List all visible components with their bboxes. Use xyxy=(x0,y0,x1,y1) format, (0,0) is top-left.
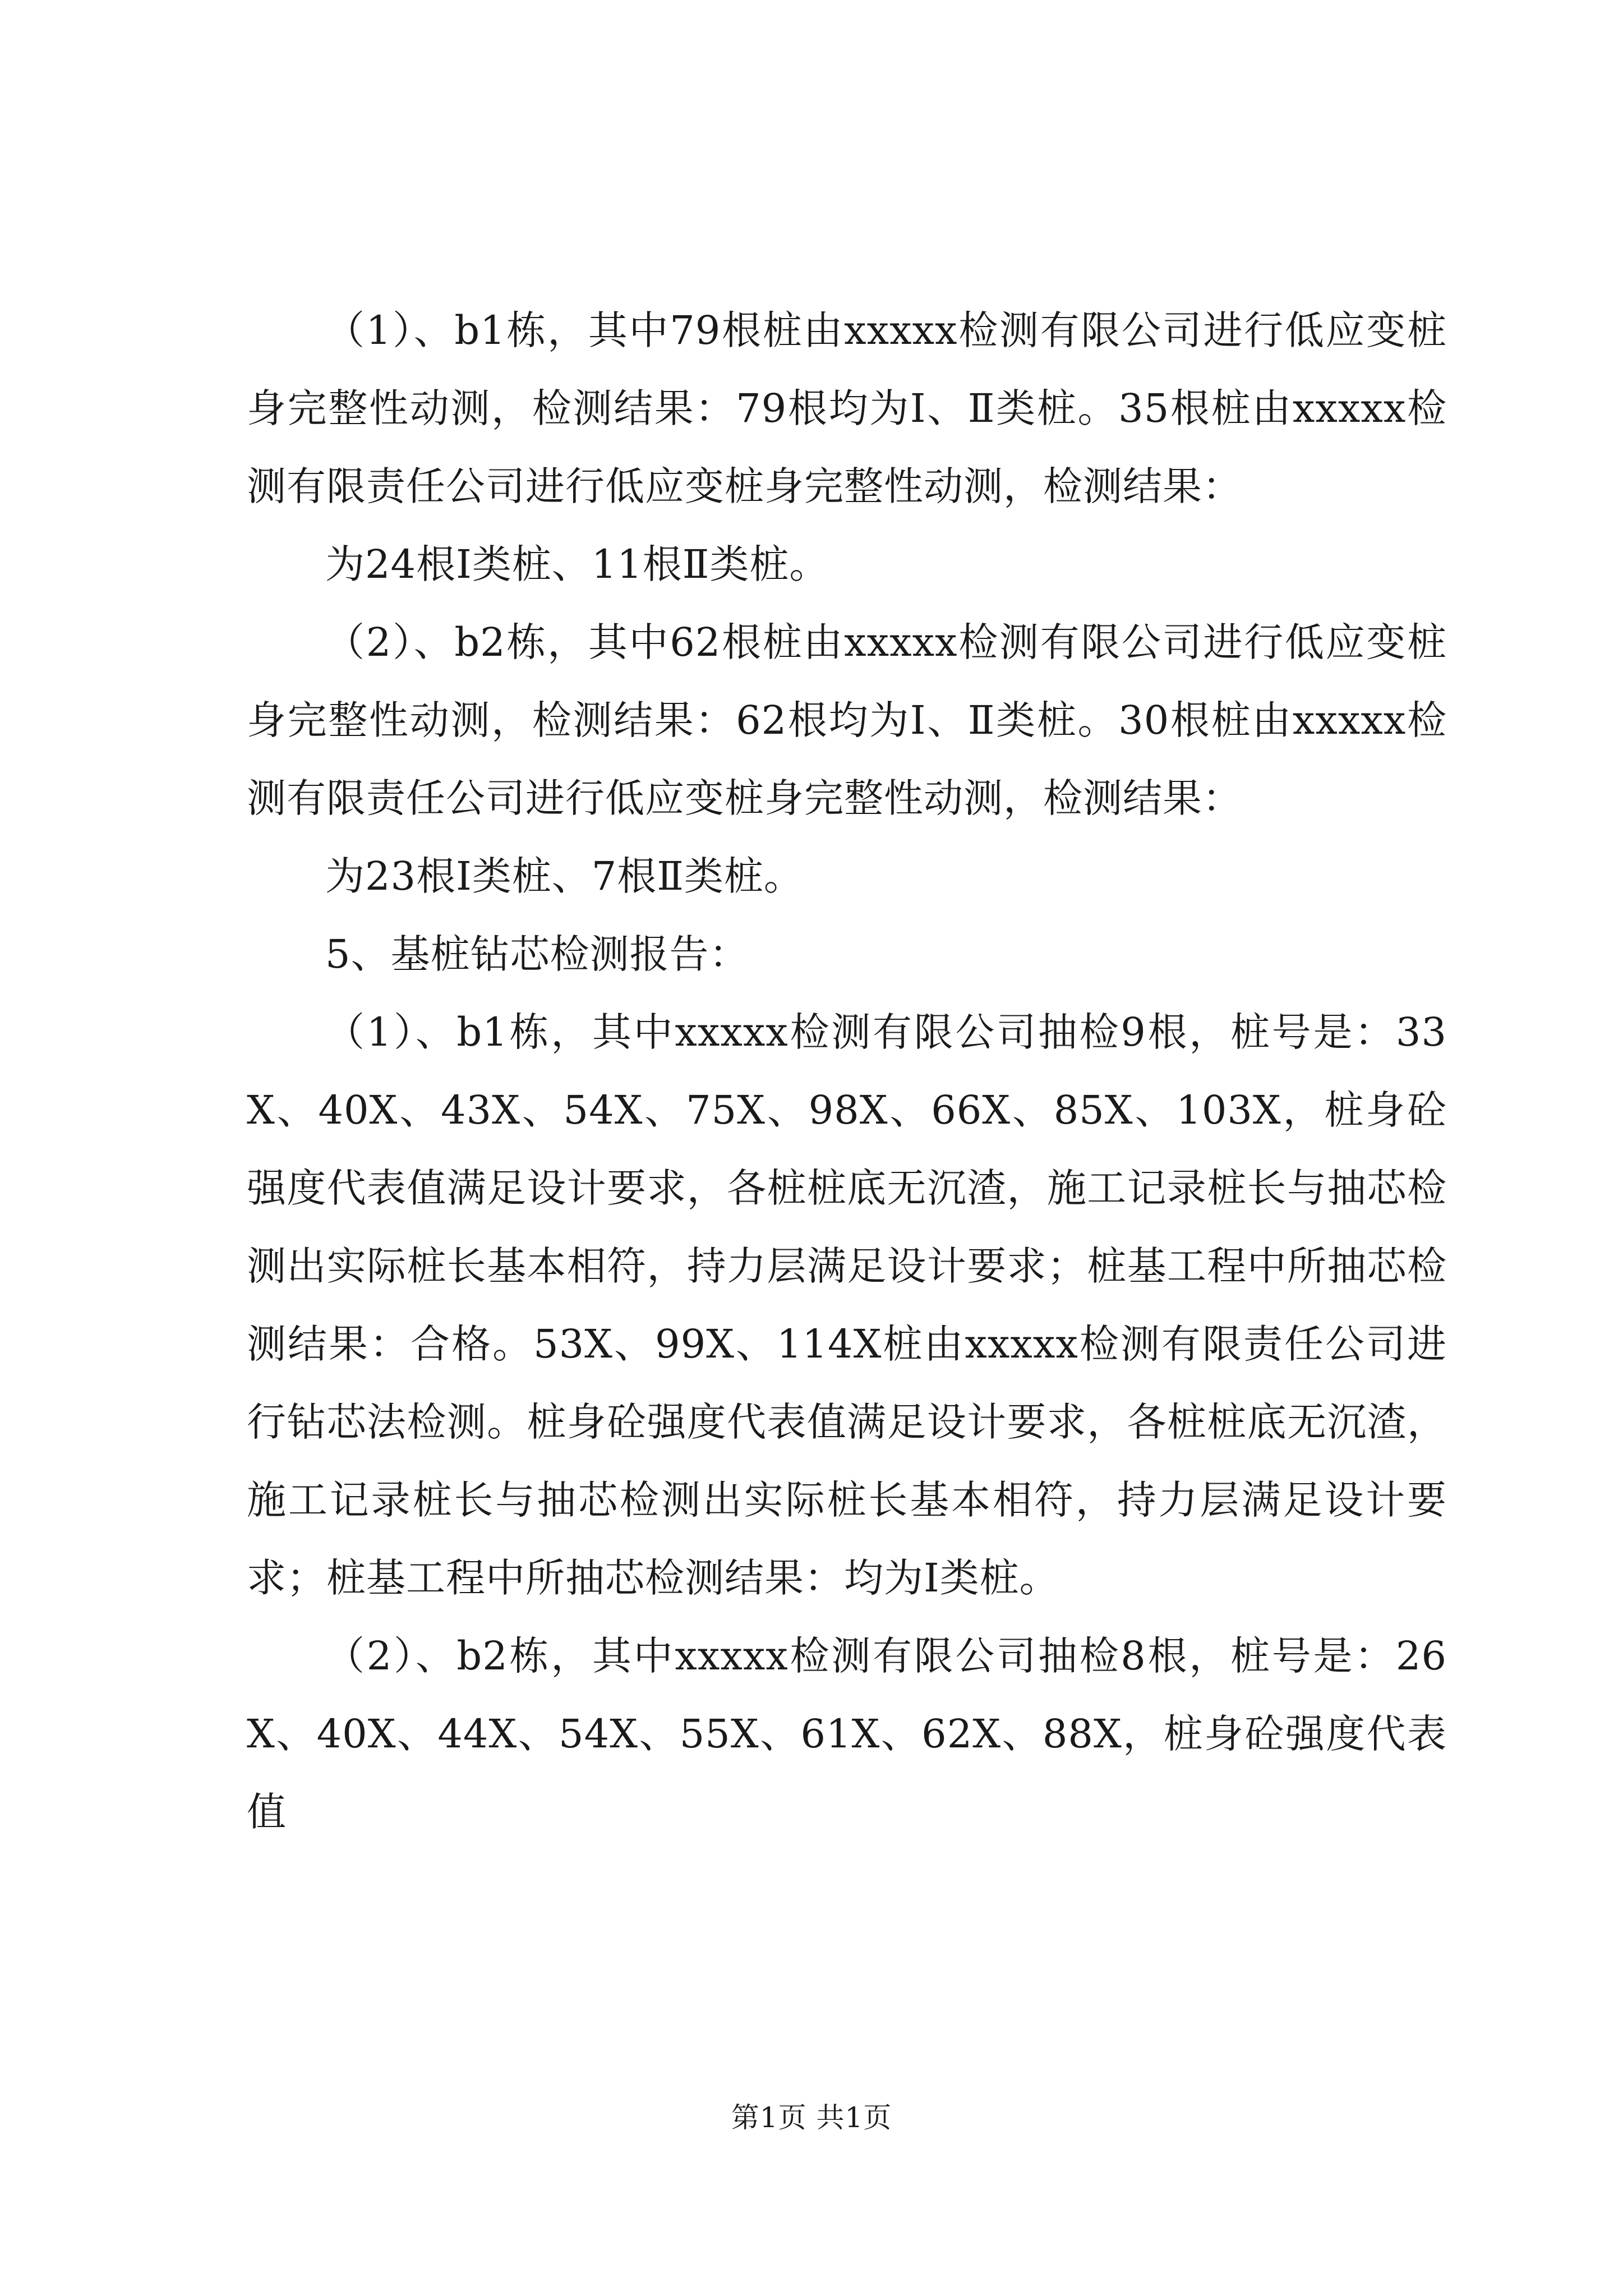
paragraph-b2-dynamic-test: （2）、b2栋，其中62根桩由xxxxx检测有限公司进行低应变桩身完整性动测，检测结果：62根均为Ⅰ、Ⅱ类桩。30根桩由xxxxx检测有限责任公司进行低应变桩身完整性动测，检测结果： xyxy=(247,619,1447,821)
paragraph-b2-result: 为23根Ⅰ类桩、7根Ⅱ类桩。 xyxy=(325,853,804,899)
document-body xyxy=(247,292,1447,1851)
page-footer: 第1页 共1页 xyxy=(731,2101,892,2134)
paragraph-b1-dynamic-test: （1）、b1栋，其中79根桩由xxxxx检测有限公司进行低应变桩身完整性动测，检测结果：79根均为Ⅰ、Ⅱ类桩。35根桩由xxxxx检测有限责任公司进行低应变桩身完整性动测，检测结果： xyxy=(247,307,1447,509)
paragraph-b1-core-drilling: （1）、b1栋，其中xxxxx检测有限公司抽检9根，桩号是：33X、40X、43X、54X、75X、98X、66X、85X、103X，桩身砼强度代表值满足设计要求，各桩桩底无沉渣，施工记录桩长与抽芯检测出实际桩长基本相符，持力层满足设计要求；桩基工程中所抽芯检测结果：合格。53X、99X、114X桩由xxxxx检测有限责任公司进行钻芯法检测。桩身砼强度代表值满足设计要求，各桩桩底无沉渣，施工记录桩长与抽芯检测出实际桩长基本相符，持力层满足设计要求；桩基工程中所抽芯检测结果：均为Ⅰ类桩。 xyxy=(247,1009,1447,1601)
paragraph-b2-core-drilling: （2）、b2栋，其中xxxxx检测有限公司抽检8根，桩号是：26X、40X、44X、54X、55X、61X、62X、88X，桩身砼强度代表值 xyxy=(247,1633,1447,1835)
section-heading-core-drilling: 5、基桩钻芯检测报告： xyxy=(325,931,749,977)
paragraph-b1-result: 为24根Ⅰ类桩、11根Ⅱ类桩。 xyxy=(325,541,829,587)
